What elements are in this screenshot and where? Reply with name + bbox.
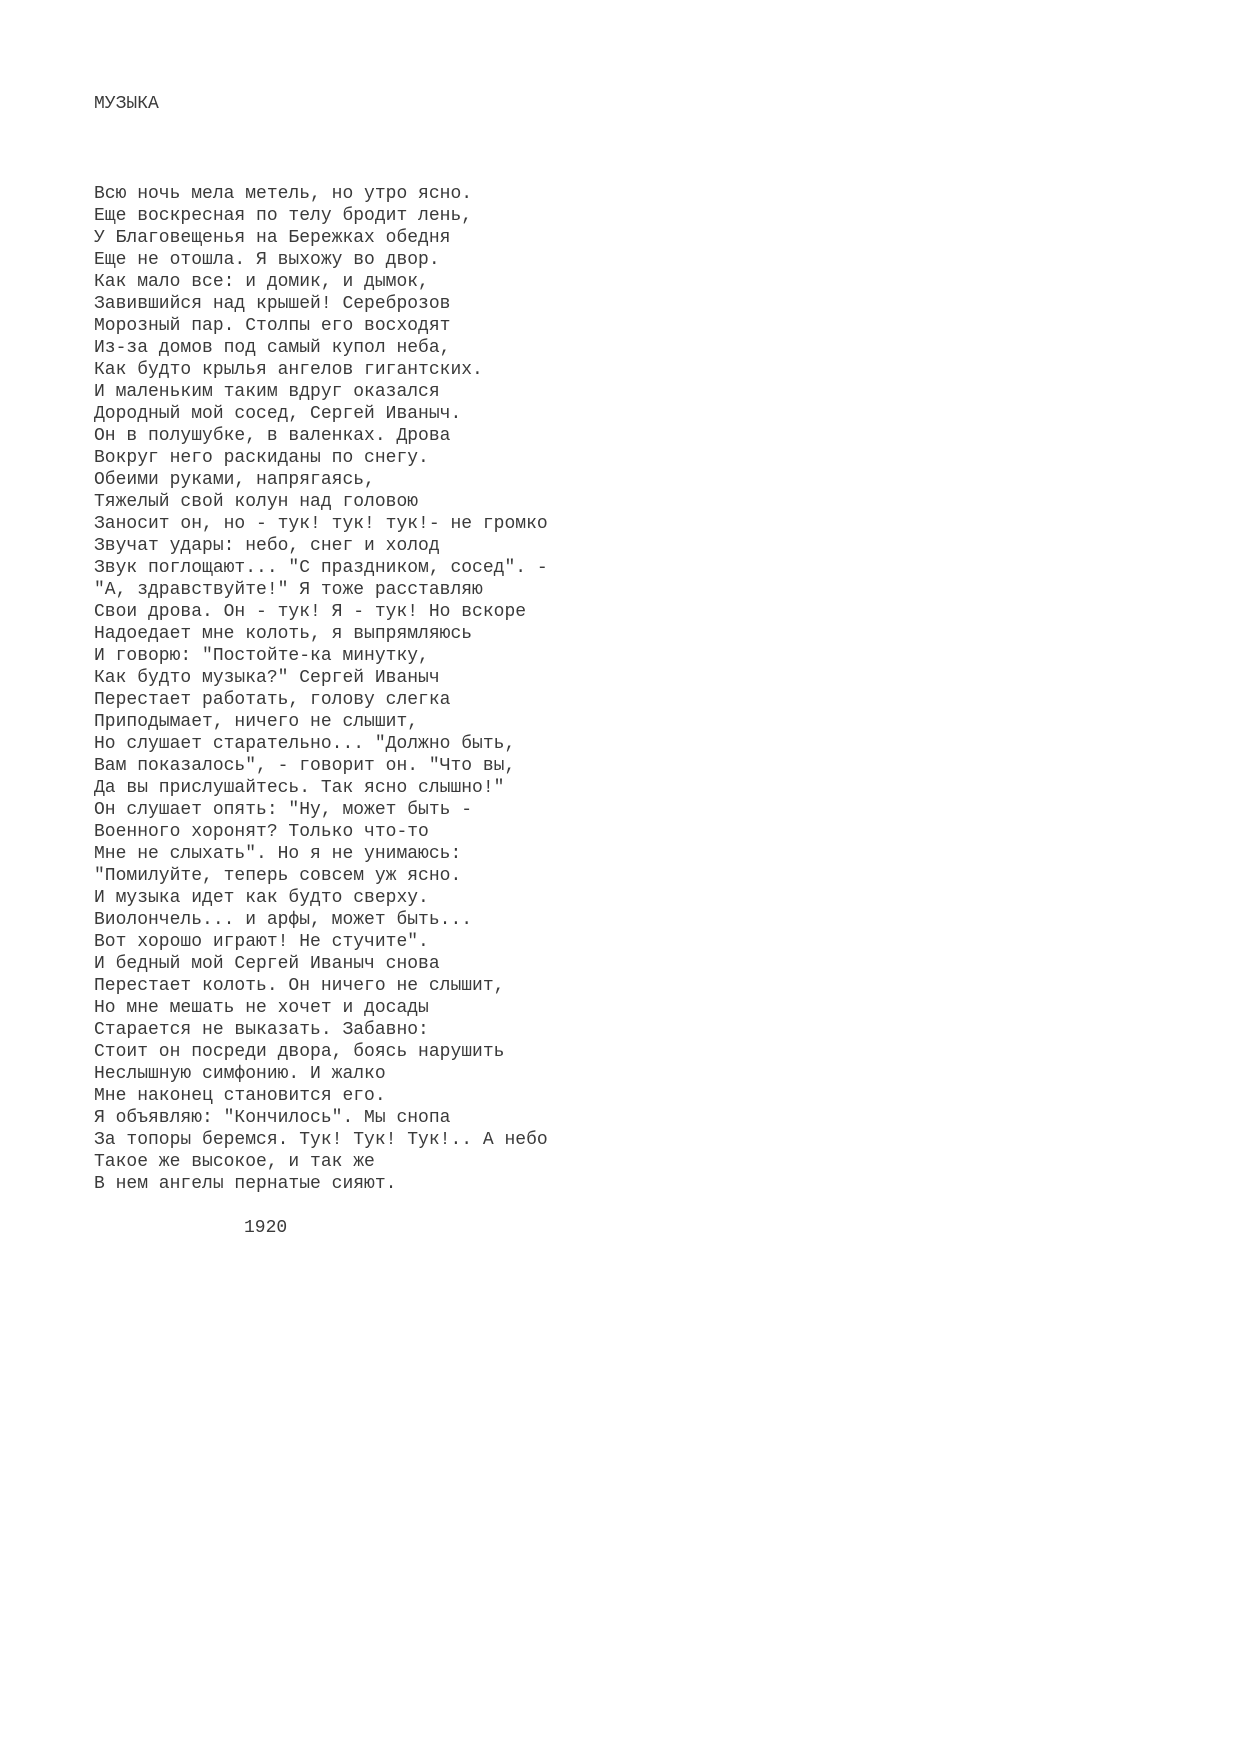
poem-line: За топоры беремся. Тук! Тук! Тук!.. А небо: [94, 1130, 548, 1150]
poem-line: Виолончель... и арфы, может быть...: [94, 910, 473, 930]
poem-line: Как будто музыка?" Сергей Иваныч: [94, 668, 440, 688]
poem-line: Тяжелый свой колун над головою: [94, 492, 419, 512]
poem-line: И говорю: "Постойте-ка минутку,: [94, 646, 429, 666]
poem-line: Да вы прислушайтесь. Так ясно слышно!": [94, 778, 505, 798]
poem-line: Дородный мой сосед, Сергей Иваныч.: [94, 404, 462, 424]
poem-line: Вот хорошо играют! Не стучите".: [94, 932, 429, 952]
poem-line: Вам показалось", - говорит он. "Что вы,: [94, 756, 516, 776]
poem-line: Заносит он, но - тук! тук! тук!- не громко: [94, 514, 548, 534]
poem-line: Старается не выказать. Забавно:: [94, 1020, 429, 1040]
poem-year: 1920: [244, 1218, 288, 1238]
poem-line: Но слушает старательно... "Должно быть,: [94, 734, 516, 754]
poem-line: Надоедает мне колоть, я выпрямляюсь: [94, 624, 473, 644]
poem-line: Завившийся над крышей! Сереброзов: [94, 294, 451, 314]
poem-line: Перестает колоть. Он ничего не слышит,: [94, 976, 505, 996]
poem-line: Мне не слыхать". Но я не унимаюсь:: [94, 844, 462, 864]
poem-line: Всю ночь мела метель, но утро ясно.: [94, 184, 473, 204]
poem-line: Но мне мешать не хочет и досады: [94, 998, 429, 1018]
poem-line: Свои дрова. Он - тук! Я - тук! Но вскоре: [94, 602, 527, 622]
poem-line: Как будто крылья ангелов гигантских.: [94, 360, 483, 380]
poem-line: Вокруг него раскиданы по снегу.: [94, 448, 429, 468]
poem-line: "А, здравствуйте!" Я тоже расставляю: [94, 580, 483, 600]
poem-line: Как мало все: и домик, и дымок,: [94, 272, 429, 292]
poem-line: Еще не отошла. Я выхожу во двор.: [94, 250, 440, 270]
poem-line: "Помилуйте, теперь совсем уж ясно.: [94, 866, 462, 886]
poem-title: МУЗЫКА: [94, 94, 159, 114]
poem-line: Звук поглощают... "С праздником, сосед". -: [94, 558, 548, 578]
poem-line: Военного хоронят? Только что-то: [94, 822, 429, 842]
poem-line: Я объявляю: "Кончилось". Мы снопа: [94, 1108, 451, 1128]
poem-line: Перестает работать, голову слегка: [94, 690, 451, 710]
poem-line: Еще воскресная по телу бродит лень,: [94, 206, 473, 226]
poem-line: Приподымает, ничего не слышит,: [94, 712, 419, 732]
poem-line: В нем ангелы пернатые сияют.: [94, 1174, 397, 1194]
poem-body: [94, 183, 548, 1195]
poem-line: Стоит он посреди двора, боясь нарушить: [94, 1042, 505, 1062]
poem-line: У Благовещенья на Бережках обедня: [94, 228, 451, 248]
poem-line: Из-за домов под самый купол неба,: [94, 338, 451, 358]
poem-line: Звучат удары: небо, снег и холод: [94, 536, 440, 556]
poem-line: И маленьким таким вдруг оказался: [94, 382, 440, 402]
poem-line: Он в полушубке, в валенках. Дрова: [94, 426, 451, 446]
poem-line: Такое же высокое, и так же: [94, 1152, 375, 1172]
poem-line: Мне наконец становится его.: [94, 1086, 386, 1106]
poem-line: Неслышную симфонию. И жалко: [94, 1064, 386, 1084]
poem-line: И музыка идет как будто сверху.: [94, 888, 429, 908]
poem-line: И бедный мой Сергей Иваныч снова: [94, 954, 440, 974]
poem-line: Он слушает опять: "Ну, может быть -: [94, 800, 473, 820]
poem-line: Обеими руками, напрягаясь,: [94, 470, 375, 490]
poem-line: Морозный пар. Столпы его восходят: [94, 316, 451, 336]
